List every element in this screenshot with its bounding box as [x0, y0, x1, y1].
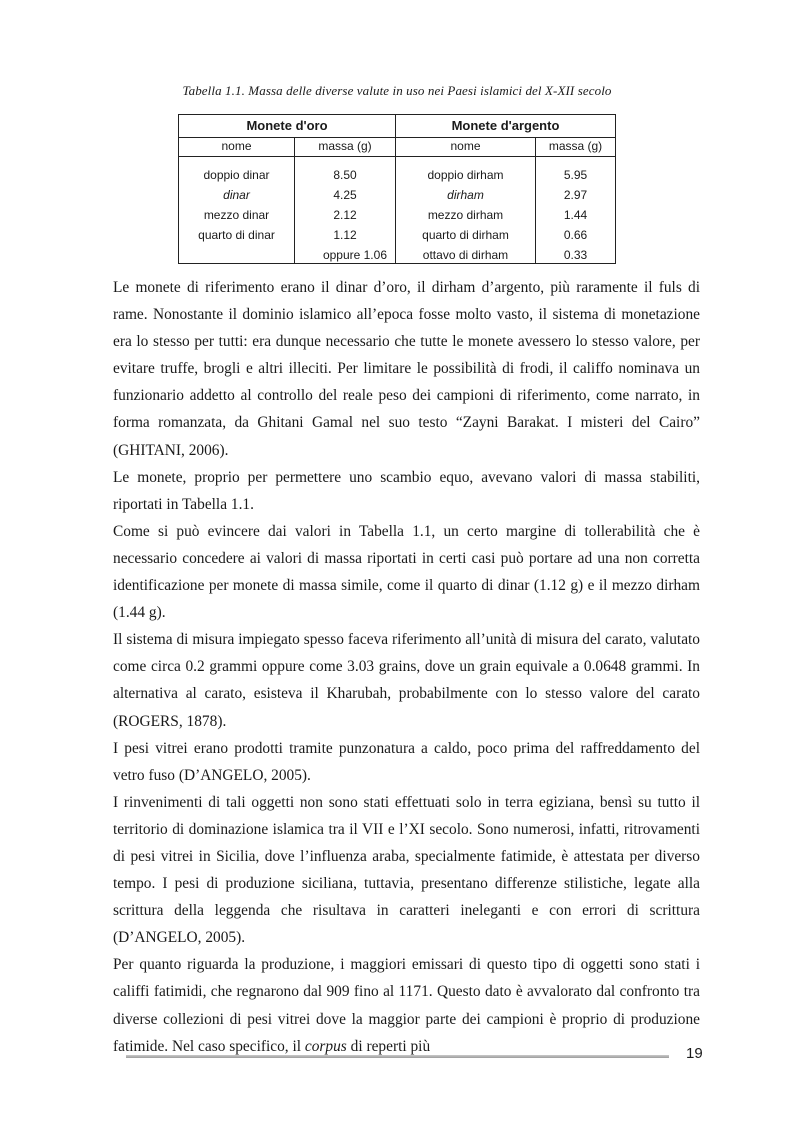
gold-mass-cell: 1.12: [333, 228, 357, 242]
paragraph: Le monete di riferimento erano il dinar d’oro, il dirham d’argento, più raramente il fuls di rame. Nonostante il dominio islamico all’epoca fosse molto vasto, il sistema di monetazione era lo stesso per tutti: era dunque necessario che tutte le monete avessero lo stesso valore, per evitare truffe, brogli e altri illeciti. Per limitare le possibilità di frodi, il califfo nominava un funzionario addetto al controllo del reale peso dei campioni di riferimento, come narrato, in forma romanzata, da Ghitani Gamal nel suo testo “Zayni Barakat. I misteri del Cairo” (GHITANI, 2006).: [113, 279, 700, 459]
silver-name-cell: ottavo di dirham: [422, 248, 509, 262]
footer-rule: [126, 1055, 669, 1058]
silver-name-cell: dirham: [447, 188, 484, 202]
gold-name-cell: quarto di dinar: [198, 228, 275, 242]
silver-mass-cell: 0.66: [563, 228, 588, 242]
silver-mass-cell: 1.44: [563, 208, 588, 222]
silver-mass-cell: 0.33: [563, 248, 588, 262]
gold-mass-cell: 8.50: [333, 168, 357, 182]
gold-mass-cell-alt: oppure 1.06: [322, 248, 387, 262]
page-number: 19: [686, 1045, 703, 1062]
paragraph: I rinvenimenti di tali oggetti non sono stati effettuati solo in terra egiziana, bensì su tutto il territorio di dominazione islamica tra il VII e l’XI secolo. Sono numerosi, infatti, ritrovamenti di pesi vitrei in Sicilia, dove l’influenza araba, specialmente fatimide, è attestata per diverso tempo. I pesi di produzione siciliana, tuttavia, presentano differenze stilistiche, legate alla scrittura della leggenda che risultava in caratteri ineleganti e con errori di scrittura (D’ANGELO, 2005).: [113, 793, 700, 947]
gold-mass-cell: 4.25: [333, 188, 357, 202]
silver-coins-header: Monete d'argento: [396, 115, 615, 138]
body-text: [113, 274, 700, 1060]
silver-mass-column-header: massa (g): [536, 137, 615, 157]
paragraph: Il sistema di misura impiegato spesso faceva riferimento all’unità di misura del carato, valutato come circa 0.2 grammi oppure come 3.03 grains, dove un grain equivale a 0.0648 grammi. In alternativa al carato, esisteva il Kharubah, probabilmente con lo stesso valore del carato (ROGERS, 1878).: [113, 631, 700, 730]
gold-mass-column-header: massa (g): [295, 137, 395, 157]
paragraph: [113, 951, 700, 1059]
gold-name-cell: doppio dinar: [203, 168, 270, 182]
gold-mass-cell: 2.12: [333, 208, 357, 222]
silver-mass-cell: 2.97: [563, 188, 588, 202]
silver-name-cell: mezzo dirham: [427, 208, 504, 222]
gold-name-column-header: nome: [179, 137, 294, 157]
table-caption: Tabella 1.1. Massa delle diverse valute in uso nei Paesi islamici del X-XII secolo: [182, 83, 612, 98]
silver-mass-cell: 5.95: [563, 168, 588, 182]
gold-name-cell: dinar: [223, 188, 250, 202]
italic-term: corpus: [304, 1037, 347, 1055]
paragraph: Come si può evincere dai valori in Tabella 1.1, un certo margine di tollerabilità che è necessario concedere ai valori di massa riportati in certi casi può portare ad una non corretta identificazione per monete di massa simile, come il quarto di dinar (1.12 g) e il mezzo dirham (1.44 g).: [113, 522, 700, 622]
coin-mass-table: [178, 114, 616, 264]
gold-coins-header: Monete d'oro: [179, 115, 395, 138]
gold-name-cell: mezzo dinar: [203, 208, 270, 222]
paragraph: Le monete, proprio per permettere uno scambio equo, avevano valori di massa stabiliti, riportati in Tabella 1.1.: [113, 468, 700, 513]
paragraph-text: di reperti più: [346, 1037, 431, 1055]
silver-name-cell: doppio dirham: [427, 168, 504, 182]
paragraph: I pesi vitrei erano prodotti tramite punzonatura a caldo, poco prima del raffreddamento del vetro fuso (D’ANGELO, 2005).: [113, 739, 700, 784]
silver-name-cell: quarto di dirham: [422, 228, 509, 242]
paragraph-text: Per quanto riguarda la produzione, i maggiori emissari di questo tipo di oggetti sono stati i califfi fatimidi, che regnarono dal 909 fino al 1171. Questo dato è avvalorato dal confronto tra diverse collezioni di pesi vitrei dove la maggior parte dei campioni è proprio di produzione fatimide. Nel caso specifico, il: [113, 956, 700, 1055]
silver-name-column-header: nome: [396, 137, 535, 157]
